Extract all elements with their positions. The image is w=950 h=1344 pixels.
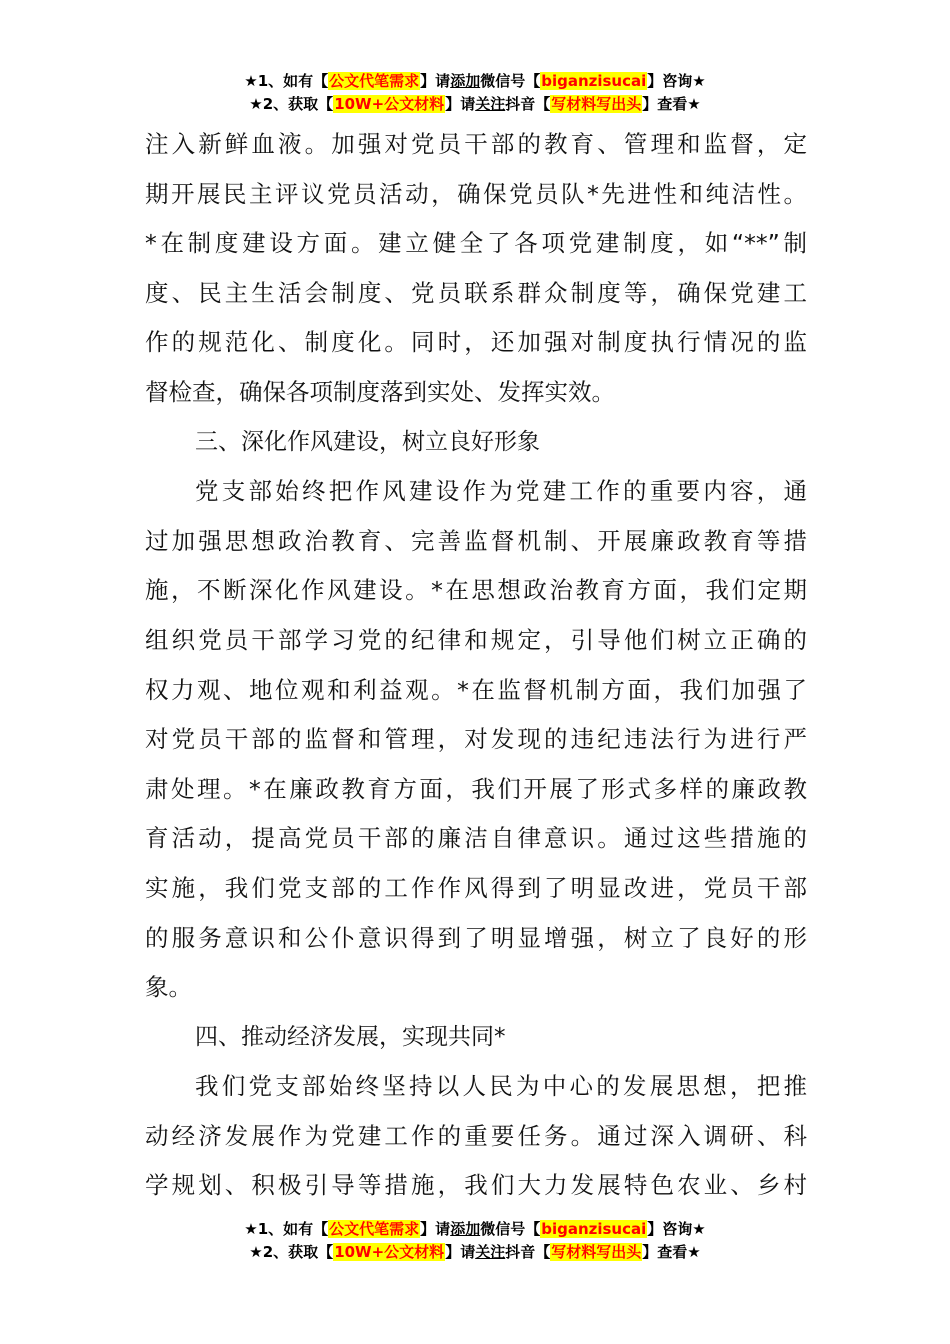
paragraph-line: 度、民主生活会制度、党员联系群众制度等，确保党建工 — [145, 278, 807, 307]
header-banner — [0, 70, 950, 116]
banner-text: 】咨询★ — [647, 1220, 706, 1238]
paragraph-line: 育活动，提高党员干部的廉洁自律意识。通过这些措施的 — [145, 824, 807, 853]
banner-line-1 — [0, 70, 950, 93]
banner-text: 抖音【 — [505, 1243, 551, 1261]
section-heading-4: 四、推动经济发展，实现共同* — [195, 1023, 506, 1050]
banner-text: 微信号【 — [480, 1220, 541, 1238]
paragraph-line: 对党员干部的监督和管理，对发现的违纪违法行为进行严 — [145, 725, 807, 754]
banner-underline: 添加 — [450, 1220, 481, 1238]
banner-line-2 — [0, 1241, 950, 1264]
paragraph-line: 象。 — [145, 973, 192, 1002]
paragraph-line: 的服务意识和公仆意识得到了明显增强，树立了良好的形 — [145, 923, 807, 952]
banner-text: 】请 — [445, 95, 476, 113]
paragraph-line: 施，不断深化作风建设。*在思想政治教育方面，我们定期 — [145, 576, 807, 605]
paragraph-line: 学规划、积极引导等措施，我们大力发展特色农业、乡村 — [145, 1171, 807, 1200]
banner-highlight: 公文代笔需求 — [329, 72, 420, 90]
banner-highlight: 公文代笔需求 — [329, 1220, 420, 1238]
banner-text: ★2、获取【 — [249, 95, 334, 113]
paragraph-line: 党支部始终把作风建设作为党建工作的重要内容，通 — [195, 477, 807, 506]
banner-highlight: 10W+公文材料 — [334, 95, 445, 113]
paragraph-line: 督检查，确保各项制度落到实处、发挥实效。 — [145, 377, 615, 406]
banner-text: 微信号【 — [480, 72, 541, 90]
banner-text: 抖音【 — [505, 95, 551, 113]
section-heading-3: 三、深化作风建设，树立良好形象 — [195, 428, 540, 455]
banner-highlight: biganzisucai — [541, 1220, 647, 1238]
document-body — [145, 120, 807, 1211]
paragraph-line: 权力观、地位观和利益观。*在监督机制方面，我们加强了 — [145, 675, 807, 704]
banner-line-2 — [0, 93, 950, 116]
banner-highlight: 10W+公文材料 — [334, 1243, 445, 1261]
paragraph-line: 期开展民主评议党员活动，确保党员队*先进性和纯洁性。 — [145, 179, 807, 208]
footer-banner — [0, 1218, 950, 1264]
banner-text: 】请 — [420, 1220, 451, 1238]
banner-text: 】查看★ — [642, 95, 701, 113]
banner-highlight: 写材料写出头 — [551, 95, 642, 113]
banner-underline: 添加 — [450, 72, 481, 90]
paragraph-line: 我们党支部始终坚持以人民为中心的发展思想，把推 — [195, 1072, 807, 1101]
banner-highlight: biganzisucai — [541, 72, 647, 90]
banner-text: 】查看★ — [642, 1243, 701, 1261]
banner-underline: 关注 — [475, 1243, 506, 1261]
paragraph-line: 过加强思想政治教育、完善监督机制、开展廉政教育等措 — [145, 526, 807, 555]
banner-line-1 — [0, 1218, 950, 1241]
paragraph-line: 肃处理。*在廉政教育方面，我们开展了形式多样的廉政教 — [145, 774, 807, 803]
banner-highlight: 写材料写出头 — [551, 1243, 642, 1261]
paragraph-line: 实施，我们党支部的工作作风得到了明显改进，党员干部 — [145, 873, 807, 902]
paragraph-line: 注入新鲜血液。加强对党员干部的教育、管理和监督，定 — [145, 130, 807, 158]
banner-text: ★2、获取【 — [249, 1243, 334, 1261]
paragraph-line: *在制度建设方面。建立健全了各项党建制度，如“**”制 — [145, 229, 807, 258]
paragraph-line: 组织党员干部学习党的纪律和规定，引导他们树立正确的 — [145, 625, 807, 654]
banner-text: ★1、如有【 — [244, 72, 329, 90]
banner-text: ★1、如有【 — [244, 1220, 329, 1238]
banner-text: 】咨询★ — [647, 72, 706, 90]
paragraph-line: 作的规范化、制度化。同时，还加强对制度执行情况的监 — [145, 328, 807, 357]
paragraph-line: 动经济发展作为党建工作的重要任务。通过深入调研、科 — [145, 1121, 807, 1150]
banner-text: 】请 — [420, 72, 451, 90]
banner-text: 】请 — [445, 1243, 476, 1261]
banner-underline: 关注 — [475, 95, 506, 113]
